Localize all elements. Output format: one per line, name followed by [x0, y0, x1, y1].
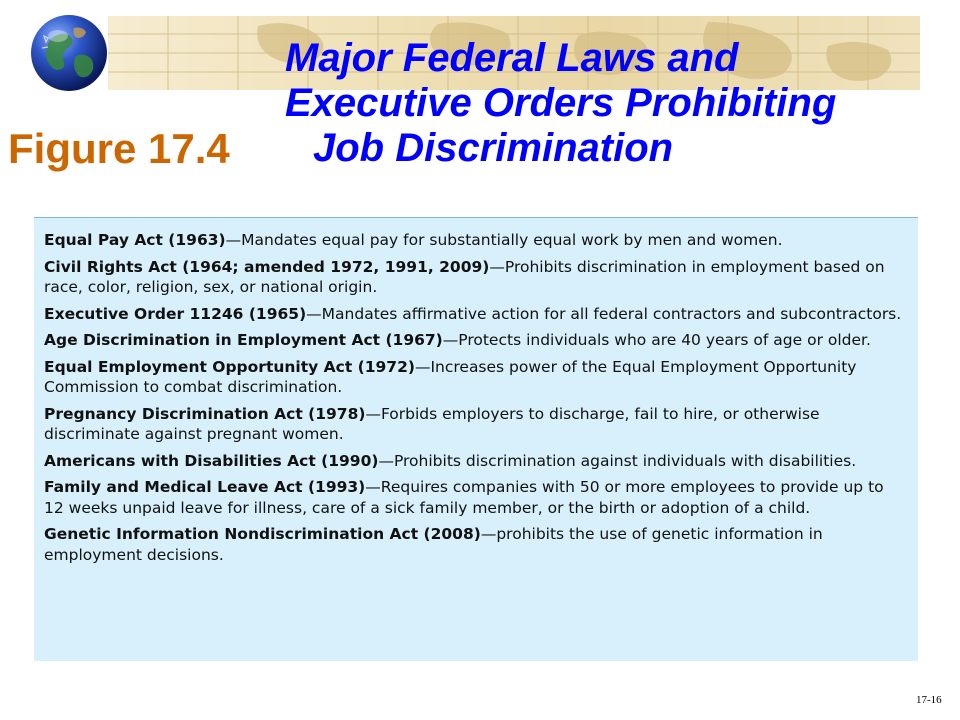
law-name: Equal Employment Opportunity Act (1972) — [44, 357, 415, 376]
slide-title — [285, 36, 955, 171]
em-dash: — — [225, 231, 242, 249]
law-description: prohibits the use of genetic information in employment decisions. — [44, 525, 823, 564]
em-dash: — — [489, 257, 505, 276]
law-item — [44, 357, 904, 398]
title-line-1: Major Federal Laws and — [285, 36, 739, 80]
law-description: Prohibits discrimination in employment based on race, color, religion, sex, or national origin. — [44, 257, 885, 296]
law-description: Forbids employers to discharge, fail to hire, or otherwise discriminate against pregnant women. — [44, 404, 820, 443]
law-name: Americans with Disabilities Act (1990) — [44, 451, 379, 470]
law-name: Age Discrimination in Employment Act (1967) — [44, 331, 443, 349]
figure-label: Figure 17.4 — [8, 125, 230, 172]
law-item — [44, 524, 904, 565]
law-description: Protects individuals who are 40 years of age or older. — [458, 331, 871, 349]
law-description: Requires companies with 50 or more employees to provide up to 12 weeks unpaid leave for illness, care of a sick family member, or the birth or adoption of a child. — [44, 478, 884, 517]
law-item — [44, 451, 904, 472]
law-name: Genetic Information Nondiscrimination Act (2008) — [44, 525, 481, 543]
em-dash: — — [378, 451, 394, 470]
globe-icon — [28, 12, 110, 94]
law-item — [44, 230, 904, 251]
page-number: 17-16 — [916, 694, 942, 706]
law-name: Pregnancy Discrimination Act (1978) — [44, 404, 366, 423]
title-line-2: Executive Orders Prohibiting — [285, 81, 837, 125]
law-item — [44, 477, 904, 518]
law-name: Equal Pay Act (1963) — [44, 231, 226, 249]
em-dash: — — [414, 357, 431, 376]
law-description: Prohibits discrimination against individuals with disabilities. — [393, 451, 857, 470]
title-line-3: Job Discrimination — [313, 126, 674, 170]
em-dash: — — [365, 478, 381, 496]
law-item — [44, 330, 904, 351]
laws-panel — [34, 217, 918, 661]
law-name: Family and Medical Leave Act (1993) — [44, 478, 366, 496]
law-item — [44, 404, 904, 445]
law-item — [44, 304, 904, 325]
laws-list — [34, 218, 918, 565]
law-description: Mandates affirmative action for all federal contractors and subcontractors. — [321, 304, 902, 323]
law-description: Mandates equal pay for substantially equal work by men and women. — [241, 231, 783, 249]
law-item — [44, 257, 904, 298]
law-name: Executive Order 11246 (1965) — [44, 304, 307, 323]
em-dash: — — [365, 404, 381, 423]
em-dash: — — [306, 304, 322, 323]
em-dash: — — [442, 331, 459, 349]
law-description: Increases power of the Equal Employment Opportunity Commission to combat discrimination. — [44, 357, 857, 396]
law-name: Civil Rights Act (1964; amended 1972, 1991, 2009) — [44, 257, 490, 276]
em-dash: — — [480, 525, 497, 543]
